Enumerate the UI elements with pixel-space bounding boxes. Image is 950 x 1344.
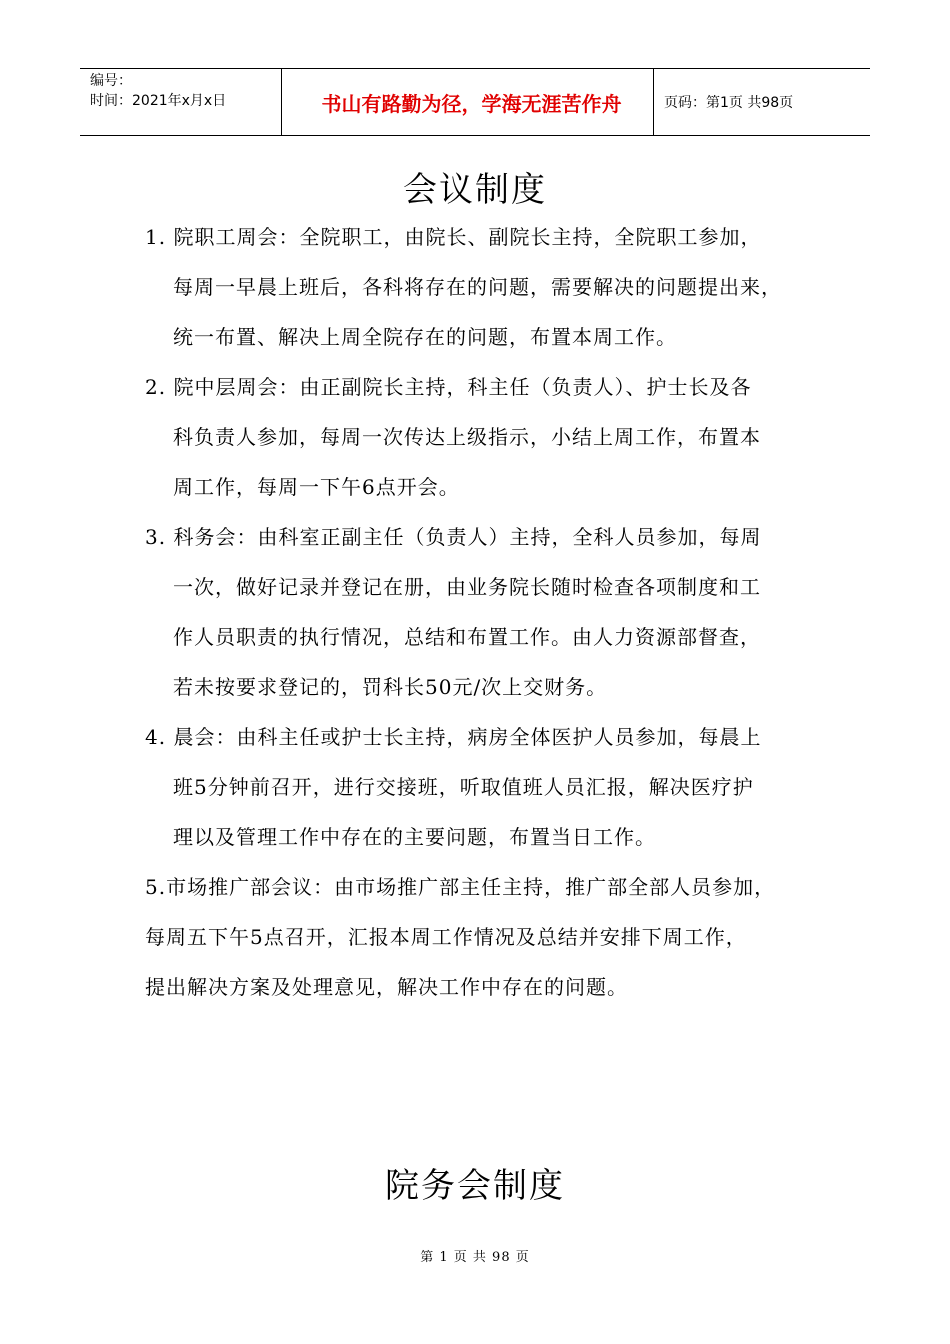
- text-line: 5.市场推广部会议：由市场推广部主任主持，推广部全部人员参加，: [145, 875, 776, 899]
- text-line: 提出解决方案及处理意见，解决工作中存在的问题。: [145, 975, 628, 999]
- text-line: 统一布置、解决上周全院存在的问题，布置本周工作。: [173, 325, 677, 349]
- text-line: 3. 科务会：由科室正副主任（负责人）主持，全科人员参加，每周: [145, 525, 762, 549]
- section-title: 院务会制度: [385, 1166, 565, 1206]
- header-motto: 书山有路勤为径，学海无涯苦作舟: [282, 69, 654, 135]
- document-header: [80, 68, 870, 136]
- text-line: 每周五下午5点召开，汇报本周工作情况及总结并安排下周工作，: [145, 925, 747, 949]
- page-footer: 第 1 页 共 98 页: [420, 1250, 530, 1265]
- text-line: 若未按要求登记的，罚科长50元/次上交财务。: [173, 675, 608, 699]
- page-title: 会议制度: [403, 170, 547, 210]
- header-meta: [80, 69, 282, 135]
- text-line: 周工作，每周一下午6点开会。: [173, 475, 460, 499]
- text-line: 理以及管理工作中存在的主要问题，布置当日工作。: [173, 825, 656, 849]
- time-label: 时间：2021年x月x日: [90, 93, 227, 109]
- text-line: 作人员职责的执行情况，总结和布置工作。由人力资源部督查，: [173, 625, 761, 649]
- body-text: [145, 212, 845, 1012]
- text-line: 4. 晨会：由科主任或护士长主持，病房全体医护人员参加，每晨上: [145, 725, 762, 749]
- text-line: 2. 院中层周会：由正副院长主持，科主任（负责人）、护士长及各: [145, 375, 752, 399]
- text-line: 1. 院职工周会：全院职工，由院长、副院长主持，全院职工参加，: [145, 225, 762, 249]
- text-line: 科负责人参加，每周一次传达上级指示，小结上周工作，布置本: [173, 425, 761, 449]
- text-line: 一次，做好记录并登记在册，由业务院长随时检查各项制度和工: [173, 575, 761, 599]
- text-line: 班5分钟前召开，进行交接班，听取值班人员汇报，解决医疗护: [173, 775, 754, 799]
- header-page-info: 页码：第1页 共98页: [664, 95, 794, 111]
- number-label: 编号：: [90, 73, 132, 89]
- text-line: 每周一早晨上班后，各科将存在的问题，需要解决的问题提出来，: [173, 275, 782, 299]
